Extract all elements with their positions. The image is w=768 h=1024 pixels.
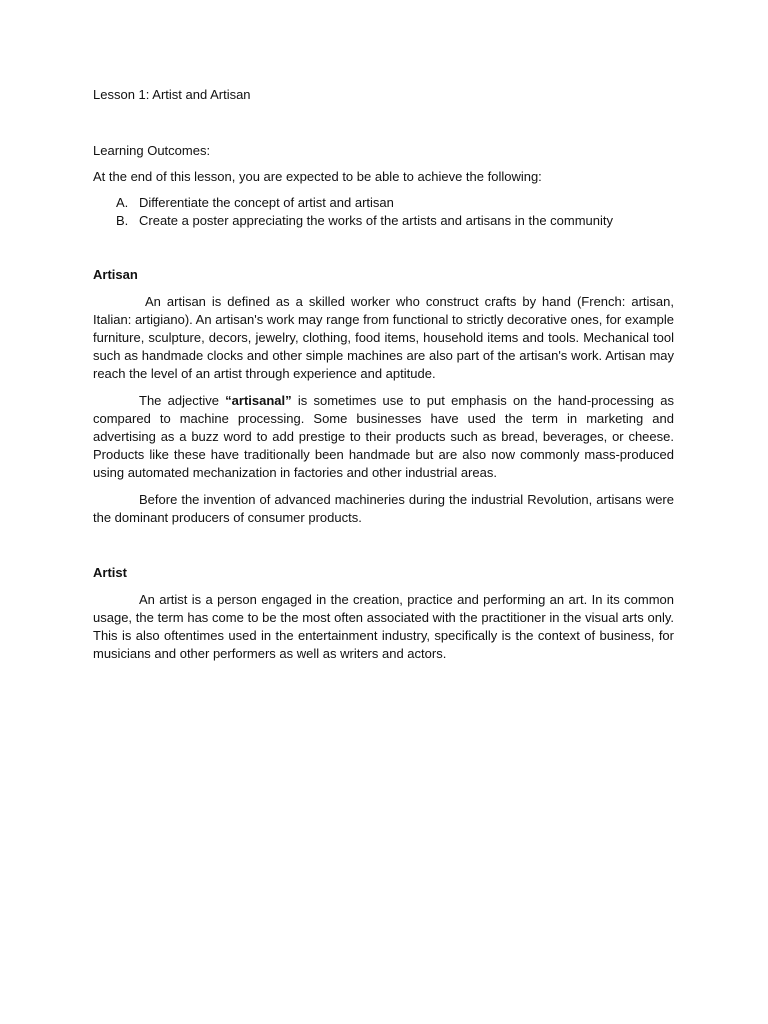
artisan-paragraph-2-lead: The adjective: [139, 393, 226, 408]
artisan-heading: Artisan: [93, 267, 138, 282]
artisan-paragraph-2-rest: is sometimes use to put emphasis on the hand-processing as compared to machine processing. Some businesses have used the term in marketing and advertising as a buzz word to add prestige to their products such as bread, beverages, or cheese. Products like these have traditionally been handmade but are also now commonly mass-produced using automated mechanization in factories and other industrial areas.: [93, 393, 674, 480]
lesson-title: Lesson 1: Artist and Artisan: [93, 87, 251, 102]
artist-paragraph-1: An artist is a person engaged in the creation, practice and performing an art. In its common usage, the term has come to be the most often associated with the practitioner in the visual arts only. This is also oftentimes used in the entertainment industry, specifically is the context of business, for musicians and other performers as well as writers and actors.: [93, 592, 674, 661]
artist-heading: Artist: [93, 565, 127, 580]
list-item-text: Differentiate the concept of artist and artisan: [139, 195, 394, 210]
artisan-paragraph-3: Before the invention of advanced machineries during the industrial Revolution, artisans were the dominant producers of consumer products.: [93, 492, 674, 525]
artisan-paragraph-1: An artisan is defined as a skilled worker who construct crafts by hand (French: artisan, Italian: artigiano). An artisan's work may range from functional to strictly decorative ones, for example furniture, sculpture, decors, jewelry, clothing, food items, household items and tools. Mechanical tool such as handmade clocks and other simple machines are also part of the artisan's work. Artisan may reach the level of an artist through experience and aptitude.: [93, 294, 674, 381]
artisanal-term: “artisanal”: [225, 393, 292, 408]
list-item-text: Create a poster appreciating the works of the artists and artisans in the community: [139, 213, 614, 228]
artisan-paragraph-2: [93, 392, 674, 482]
learning-outcomes-heading: Learning Outcomes:: [93, 143, 211, 158]
list-marker: B.: [116, 213, 129, 228]
learning-outcomes-list: [93, 194, 674, 230]
list-item: [93, 194, 674, 212]
list-marker: A.: [116, 195, 129, 210]
learning-outcomes-intro: At the end of this lesson, you are expected to be able to achieve the following:: [93, 169, 542, 184]
document-page: [93, 86, 674, 663]
list-item: [93, 212, 674, 230]
